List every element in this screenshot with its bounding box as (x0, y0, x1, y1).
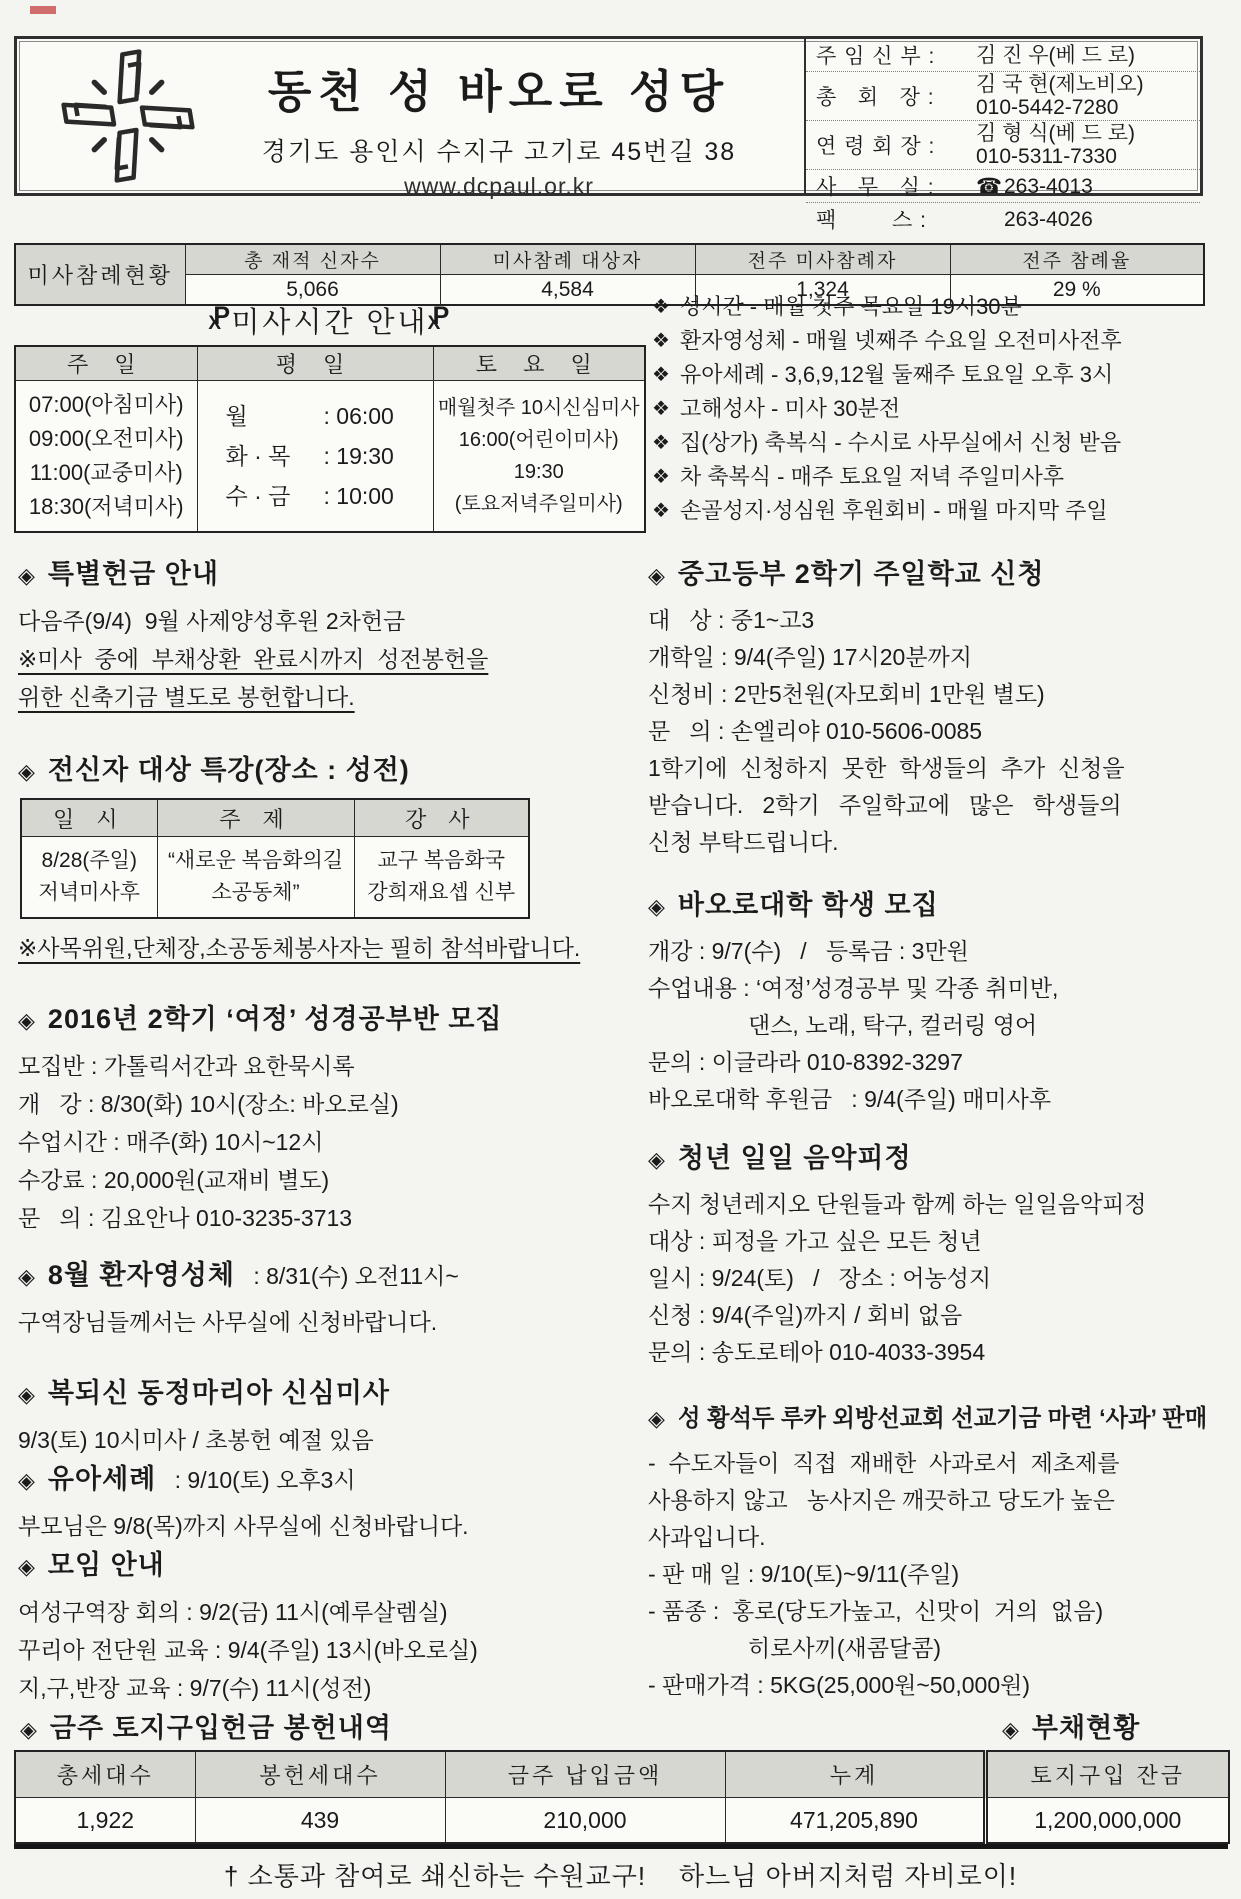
section-line: 대상 : 피정을 가고 싶은 모든 청년 (648, 1228, 982, 1254)
sunday-mass-times (15, 381, 197, 533)
chi-rho-icon (429, 306, 451, 338)
chi-rho-icon (209, 306, 231, 338)
attendance-col-header: 미사참례 대상자 (440, 244, 695, 275)
mass-time: 09:00(오전미사) (28, 426, 184, 451)
section-heading: 유아세례 (47, 1464, 157, 1494)
diamond-bullet-icon: ❖ (652, 296, 670, 318)
attendance-col-header: 전주 참례율 (950, 244, 1204, 275)
debt-col-header: 토지구입 잔금 (985, 1751, 1229, 1798)
mass-time: 수 · 금 : 10:00 (225, 483, 394, 509)
mass-time: 18:30(저녁미사) (28, 494, 184, 519)
section-line: 사과입니다. (648, 1524, 766, 1550)
section-line: 신청 : 9/4(주일)까지 / 회비 없음 (648, 1302, 963, 1328)
mass-time: 19:30 (513, 461, 564, 483)
section-line: 다음주(9/4) 9월 사제양성후원 2차헌금 (18, 608, 406, 634)
lecture-cell-datetime: 8/28(주일) 저녁미사후 (21, 837, 157, 919)
header-box (14, 36, 1203, 232)
section-virgin-mary-mass (18, 1375, 614, 1459)
lecture-note: ※사목위원,단체장,소공동체봉사자는 필히 참석바랍니다. (18, 935, 581, 961)
diamond-bullet-icon: ❖ (652, 466, 670, 488)
section-line: 신청비 : 2만5천원(자모회비 1만원 별도) (648, 681, 1045, 707)
section-diamond-icon: ◈ (18, 1554, 36, 1579)
diamond-bullet-icon: ❖ (652, 398, 670, 420)
section-diamond-icon: ◈ (1002, 1717, 1020, 1742)
section-heading: 2016년 2학기 ‘여정’ 성경공부반 모집 (47, 1004, 503, 1034)
attendance-value: 5,066 (185, 275, 440, 306)
section-line: 개 강 : 8/30(화) 10시(장소: 바오로실) (18, 1091, 399, 1117)
section-line: - 판매가격 : 5KG(25,000원~50,000원) (648, 1672, 1030, 1698)
section-special-offering (18, 556, 614, 716)
mass-time: 07:00(아침미사) (28, 392, 184, 417)
section-line: 받습니다. 2학기 주일학교에 많은 학생들의 (648, 792, 1122, 818)
contact-label: 연 령 회 장 : (816, 135, 936, 158)
contact-value: 김 진 우(베 드 로) (976, 43, 1136, 67)
notice-item: ❖ 성시간 - 매월 첫주 목요일 19시30분 (652, 290, 1236, 324)
section-line: 문의 : 송도로테아 010-4033-3954 (648, 1339, 986, 1365)
section-diamond-icon: ◈ (648, 894, 666, 919)
section-heading: 청년 일일 음악피정 (677, 1143, 912, 1173)
contact-row-president (806, 72, 1200, 121)
phone-icon: ☎ (976, 174, 1003, 198)
mass-time: 월 : 06:00 (225, 403, 394, 429)
contact-row-office (806, 170, 1200, 203)
section-line: 꾸리아 전단원 교육 : 9/4(주일) 13시(바오로실) (18, 1637, 478, 1663)
notice-item: ❖ 차 축복식 - 매주 토요일 저녁 주일미사후 (652, 460, 1236, 494)
diamond-bullet-icon: ❖ (652, 330, 670, 352)
section-lecture (18, 752, 614, 967)
mass-schedule-title: P X미사시간 안내P X (14, 300, 646, 341)
section-line: 문 의 : 손엘리야 010-5606-0085 (648, 718, 983, 744)
section-line: 사용하지 않고 농사지은 깨끗하고 당도가 높은 (648, 1487, 1115, 1513)
mass-col-weekday: 평 일 (197, 346, 433, 381)
attendance-value: 4,584 (440, 275, 695, 306)
lecture-cell-speaker: 교구 복음화국 강희재요셉 신부 (354, 837, 529, 919)
debt-title: ◈ 부채현황 (1002, 1710, 1140, 1748)
contact-value: 263-4026 (1004, 207, 1093, 231)
section-diamond-icon: ◈ (18, 563, 36, 588)
scan-artifact (30, 6, 56, 14)
donation-col-header: 금주 납입금액 (445, 1751, 725, 1798)
contact-row-senior-president (806, 121, 1200, 170)
section-line: ※미사 중에 부채상환 완료시까지 성전봉헌을 (18, 646, 489, 672)
lecture-col-header: 강 사 (354, 799, 529, 837)
section-line: 히로사끼(새콤달콤) (748, 1635, 942, 1661)
mass-time: 화 · 목 : 19:30 (225, 443, 394, 469)
church-cross-logo-icon (57, 46, 199, 186)
contact-label: 총 회 장 : (816, 86, 935, 109)
section-line: 신청 부탁드립니다. (648, 829, 839, 855)
section-diamond-icon: ◈ (18, 1468, 36, 1493)
section-meetings (18, 1547, 614, 1707)
section-line: 개학일 : 9/4(주일) 17시20분까지 (648, 644, 972, 670)
diamond-bullet-icon: ❖ (652, 432, 670, 454)
section-heading: 전신자 대상 특강(장소 : 성전) (47, 755, 410, 785)
contact-phone: 010-5442-7280 (976, 96, 1119, 119)
contact-row-pastor (806, 39, 1200, 72)
mass-time: 매월첫주 10시신심미사 (437, 397, 640, 419)
attendance-value: 29 % (950, 275, 1204, 306)
section-line: 수업시간 : 매주(화) 10시~12시 (18, 1129, 324, 1155)
attendance-col-header: 전주 미사참례자 (695, 244, 950, 275)
section-paul-college (648, 887, 1238, 1118)
mass-col-sunday: 주 일 (15, 346, 197, 381)
donation-col-header: 봉헌세대수 (195, 1751, 445, 1798)
footer-rule (14, 1844, 1228, 1849)
section-line: 바오로대학 후원금 : 9/4(주일) 매미사후 (648, 1086, 1052, 1112)
donation-title: ◈ 금주 토지구입헌금 봉헌내역 (20, 1710, 392, 1748)
section-diamond-icon: ◈ (18, 759, 36, 784)
footer-motto: † 소통과 참여로 쇄신하는 수원교구! 하느님 아버지처럼 자비로이! (223, 1861, 1018, 1891)
donation-value: 439 (195, 1798, 445, 1844)
section-apple-sale (648, 1401, 1238, 1704)
section-infant-baptism (18, 1461, 614, 1545)
section-bible-class (18, 1001, 614, 1237)
saturday-mass-times (433, 381, 645, 533)
debt-value: 1,200,000,000 (985, 1798, 1229, 1844)
donation-col-header: 총세대수 (15, 1751, 195, 1798)
notice-item: ❖ 고해성사 - 미사 30분전 (652, 392, 1236, 426)
church-website: www.dcpaul.or.kr (404, 173, 594, 199)
weekday-mass-times (197, 381, 433, 533)
contact-value: 김 국 현(제노비오) (976, 73, 1144, 96)
notice-item: ❖ 환자영성체 - 매월 넷째주 수요일 오전미사전후 (652, 324, 1236, 358)
section-line: 개강 : 9/7(수) / 등록금 : 3만원 (648, 938, 969, 964)
attendance-row-label: 미사참례현황 (15, 244, 185, 305)
notice-item: ❖ 유아세례 - 3,6,9,12월 둘째주 토요일 오후 3시 (652, 358, 1236, 392)
section-line: 9/3(토) 10시미사 / 초봉헌 예절 있음 (18, 1427, 374, 1453)
contact-label: 팩 스 : (816, 209, 927, 232)
section-sick-communion (18, 1257, 614, 1341)
donation-table (14, 1750, 1230, 1844)
church-identity (209, 55, 789, 200)
notice-item: ❖ 손골성지·성심원 후원회비 - 매월 마지막 주일 (652, 494, 1236, 528)
section-diamond-icon: ◈ (648, 563, 666, 588)
section-diamond-icon: ◈ (20, 1717, 38, 1742)
section-line: 여성구역장 회의 : 9/2(금) 11시(예루살렘실) (18, 1599, 448, 1625)
contact-phone: 010-5311-7330 (976, 145, 1117, 168)
section-line: 수업내용 : ‘여정’성경공부 및 각종 취미반, (648, 975, 1059, 1001)
section-line: 문의 : 이글라라 010-8392-3297 (648, 1049, 963, 1075)
notice-item: ❖ 집(상가) 축복식 - 수시로 사무실에서 신청 받음 (652, 426, 1236, 460)
section-heading: 바오로대학 학생 모집 (677, 890, 939, 920)
contact-value: 김 형 식(베 드 로) (976, 122, 1136, 145)
section-heading: 모임 안내 (47, 1550, 165, 1580)
donation-value: 210,000 (445, 1798, 725, 1844)
section-line: - 품종 : 홍로(당도가높고, 신맛이 거의 없음) (648, 1598, 1104, 1624)
section-heading: 특별헌금 안내 (47, 559, 219, 589)
section-line: 일시 : 9/24(토) / 장소 : 어농성지 (648, 1265, 992, 1291)
section-diamond-icon: ◈ (18, 1264, 36, 1289)
section-line: 댄스, 노래, 탁구, 컬러링 영어 (748, 1012, 1038, 1038)
section-line: - 판 매 일 : 9/10(토)~9/11(주일) (648, 1561, 960, 1587)
lecture-col-header: 일 시 (21, 799, 157, 837)
diamond-bullet-icon: ❖ (652, 364, 670, 386)
donation-value: 471,205,890 (725, 1798, 985, 1844)
section-diamond-icon: ◈ (648, 1147, 666, 1172)
section-line: - 수도자들이 직접 재배한 사과로서 제초제를 (648, 1450, 1120, 1476)
attendance-value: 1,324 (695, 275, 950, 306)
section-sunday-school (648, 556, 1238, 861)
donation-value: 1,922 (15, 1798, 195, 1844)
section-line: 지,구,반장 교육 : 9/7(수) 11시(성전) (18, 1675, 372, 1701)
section-heading: 성 황석두 루카 외방선교회 선교기금 마련 ‘사과’ 판매 (677, 1405, 1208, 1432)
mass-col-saturday: 토 요 일 (433, 346, 645, 381)
contact-label: 주 임 신 부 : (816, 45, 936, 68)
mass-time: (토요저녁주일미사) (454, 493, 623, 515)
lecture-col-header: 주 제 (157, 799, 354, 837)
section-heading: 중고등부 2학기 주일학교 신청 (677, 559, 1045, 589)
section-heading-rest: : 9/10(토) 오후3시 (168, 1467, 356, 1493)
section-line: 수강료 : 20,000원(교재비 별도) (18, 1167, 330, 1193)
contact-row-fax (806, 203, 1200, 235)
section-line: 모집반 : 가톨릭서간과 요한묵시록 (18, 1053, 355, 1079)
mass-schedule-table (14, 345, 646, 533)
mass-time: 16:00(어린이미사) (458, 429, 619, 451)
section-line: 대 상 : 중1~고3 (648, 607, 815, 633)
section-line: 수지 청년레지오 단원들과 함께 하는 일일음악피정 (648, 1191, 1147, 1217)
section-line: 1학기에 신청하지 못한 학생들의 추가 신청을 (648, 755, 1125, 781)
section-heading-rest: : 8/31(수) 오전11시~ (246, 1263, 459, 1289)
section-line: 위한 신축기금 별도로 봉헌합니다. (18, 684, 355, 710)
contact-panel (804, 39, 1200, 232)
lecture-table (20, 798, 530, 919)
lecture-cell-topic: “새로운 복음화의길 소공동체” (157, 837, 354, 919)
section-diamond-icon: ◈ (18, 1008, 36, 1033)
cross-icon: † (223, 1861, 240, 1891)
right-column (648, 556, 1238, 1704)
attendance-col-header: 총 재적 신자수 (185, 244, 440, 275)
church-name: 동천 성 바오로 성당 (267, 66, 731, 117)
section-diamond-icon: ◈ (18, 1382, 36, 1407)
section-line: 부모님은 9/8(목)까지 사무실에 신청바랍니다. (18, 1513, 469, 1539)
standing-notices (652, 290, 1236, 528)
contact-label: 사 무 실 : (816, 176, 935, 199)
section-line: 문 의 : 김요안나 010-3235-3713 (18, 1205, 353, 1231)
section-diamond-icon: ◈ (648, 1406, 666, 1431)
section-heading: 복되신 동정마리아 신심미사 (47, 1378, 390, 1408)
contact-value: 263-4013 (1004, 174, 1093, 198)
donation-col-header: 누계 (725, 1751, 985, 1798)
mass-time: 11:00(교중미사) (29, 460, 183, 485)
section-heading: 8월 환자영성체 (47, 1260, 235, 1290)
church-address: 경기도 용인시 수지구 고기로 45번길 38 (261, 138, 737, 166)
diamond-bullet-icon: ❖ (652, 500, 670, 522)
section-youth-retreat (648, 1140, 1238, 1371)
left-column (18, 556, 614, 1707)
section-line: 구역장님들께서는 사무실에 신청바랍니다. (18, 1309, 438, 1335)
